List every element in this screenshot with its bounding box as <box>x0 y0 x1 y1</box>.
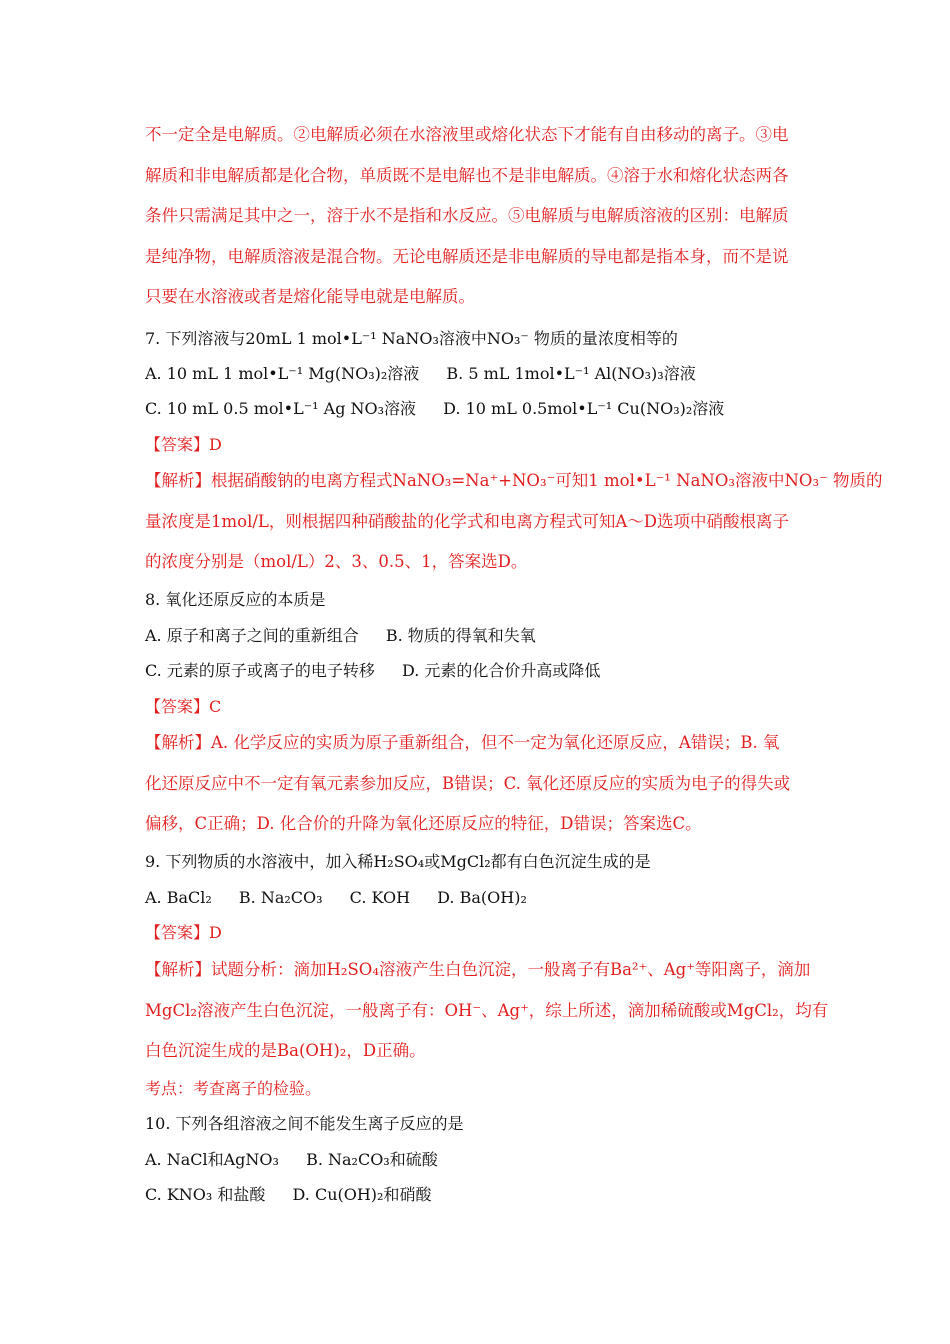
q10-options-row1 <box>145 1149 438 1171</box>
text-line: 【解析】A. 化学反应的实质为原子重新组合，但不一定为氧化还原反应，A错误；B. 氧 <box>145 733 780 752</box>
q9-answer: 【答案】D <box>145 923 222 942</box>
text-line: 是纯净物，电解质溶液是混合物。无论电解质还是非电解质的导电都是指本身，而不是说 <box>145 246 789 266</box>
q8-answer: 【答案】C <box>145 697 222 716</box>
q10-option-c: C. KNO₃ 和盐酸 <box>145 1185 266 1204</box>
q9-option-a: A. BaCl₂ <box>145 888 212 907</box>
q8-option-c: C. 元素的原子或离子的电子转移 <box>145 661 375 680</box>
q8-option-b: B. 物质的得氧和失氧 <box>385 626 536 645</box>
q7-option-a: A. 10 mL 1 mol•L⁻¹ Mg(NO₃)₂溶液 <box>145 364 420 383</box>
q8-stem: 8. 氧化还原反应的本质是 <box>145 590 326 609</box>
q10-option-d: D. Cu(OH)₂和硝酸 <box>292 1185 432 1204</box>
text-line: MgCl₂溶液产生白色沉淀，一般离子有：OH⁻、Ag⁺，综上所述，滴加稀硫酸或MgCl₂，均有 <box>145 1000 829 1020</box>
q10-option-b: B. Na₂CO₃和硫酸 <box>306 1150 438 1169</box>
intro-explanation <box>145 115 805 318</box>
q8-options-row2 <box>145 660 600 682</box>
q7-option-b: B. 5 mL 1mol•L⁻¹ Al(NO₃)₃溶液 <box>446 364 696 383</box>
q7-stem: 7. 下列溶液与20mL 1 mol•L⁻¹ NaNO₃溶液中NO₃⁻ 物质的量浓度相等的 <box>145 329 678 348</box>
text-line: 【解析】根据硝酸钠的电离方程式NaNO₃=Na⁺+NO₃⁻可知1 mol•L⁻¹ NaNO₃溶液中NO₃⁻ 物质的 <box>145 471 883 490</box>
q9-option-b: B. Na₂CO₃ <box>238 888 323 907</box>
q8-option-d: D. 元素的化合价升高或降低 <box>401 661 601 680</box>
q7-options-row2 <box>145 398 724 420</box>
text-line: 【解析】试题分析：滴加H₂SO₄溶液产生白色沉淀，一般离子有Ba²⁺、Ag⁺等阳离子，滴加 <box>145 960 811 979</box>
text-line: 白色沉淀生成的是Ba(OH)₂，D正确。 <box>145 1041 426 1060</box>
q7-explanation <box>145 461 883 583</box>
q7-options-row1 <box>145 363 696 385</box>
text-line: 化还原反应中不一定有氧元素参加反应，B错误；C. 氧化还原反应的实质为电子的得失或 <box>145 773 791 793</box>
text-line: 偏移，C正确；D. 化合价的升降为氧化还原反应的特征，D错误；答案选C。 <box>145 814 702 833</box>
text-line: 条件只需满足其中之一，溶于水不是指和水反应。⑤电解质与电解质溶液的区别：电解质 <box>145 206 789 225</box>
text-line: 的浓度分别是（mol/L）2、3、0.5、1，答案选D。 <box>145 552 528 571</box>
q8-explanation <box>145 723 805 845</box>
q9-stem: 9. 下列物质的水溶液中，加入稀H₂SO₄或MgCl₂都有白色沉淀生成的是 <box>145 852 651 871</box>
q9-option-c: C. KOH <box>349 888 411 907</box>
text-line: 量浓度是1mol/L，则根据四种硝酸盐的化学式和电离方程式可知A～D选项中硝酸根离子 <box>145 511 790 531</box>
q7-option-d: D. 10 mL 0.5mol•L⁻¹ Cu(NO₃)₂溶液 <box>443 399 725 418</box>
q10-option-a: A. NaCl和AgNO₃ <box>145 1150 279 1169</box>
q7-option-c: C. 10 mL 0.5 mol•L⁻¹ Ag NO₃溶液 <box>145 399 417 418</box>
text-line: 只要在水溶液或者是熔化能导电就是电解质。 <box>145 287 475 306</box>
q7-answer: 【答案】D <box>145 435 222 454</box>
q9-kaodian: 考点：考查离子的检验。 <box>145 1079 322 1098</box>
q8-options-row1 <box>145 625 536 647</box>
q9-explanation <box>145 950 829 1072</box>
q10-stem: 10. 下列各组溶液之间不能发生离子反应的是 <box>145 1114 464 1133</box>
q8-option-a: A. 原子和离子之间的重新组合 <box>145 626 359 645</box>
q9-option-d: D. Ba(OH)₂ <box>437 888 527 907</box>
q9-options-row <box>145 887 527 909</box>
text-line: 解质和非电解质都是化合物，单质既不是电解也不是非电解质。④溶于水和熔化状态两各 <box>145 165 789 185</box>
text-line: 不一定全是电解质。②电解质必须在水溶液里或熔化状态下才能有自由移动的离子。③电 <box>145 125 789 144</box>
q10-options-row2 <box>145 1184 431 1206</box>
